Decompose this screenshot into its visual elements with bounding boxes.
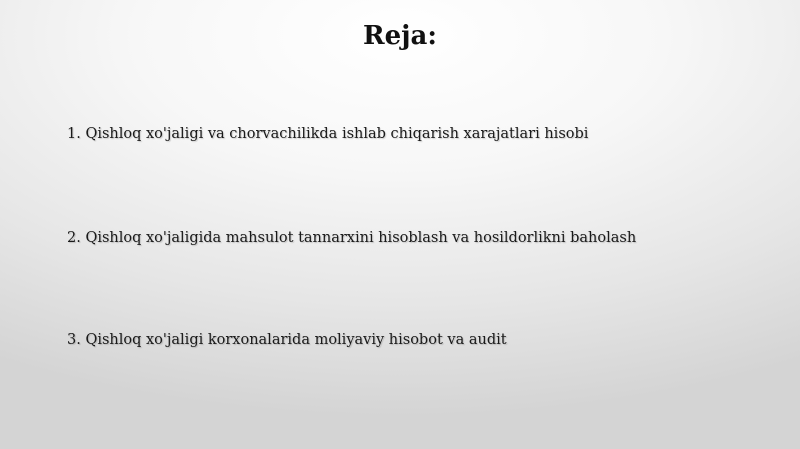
plan-item-2: 2. Qishloq xo'jaligida mahsulot tannarxini hisoblash va hosildorlikni baholash <box>67 230 637 246</box>
slide-title: Reja: <box>362 21 437 51</box>
plan-item-1: 1. Qishloq xo'jaligi va chorvachilikda ishlab chiqarish xarajatlari hisobi <box>67 126 589 142</box>
plan-item-3: 3. Qishloq xo'jaligi korxonalarida moliyaviy hisobot va audit <box>67 332 507 348</box>
